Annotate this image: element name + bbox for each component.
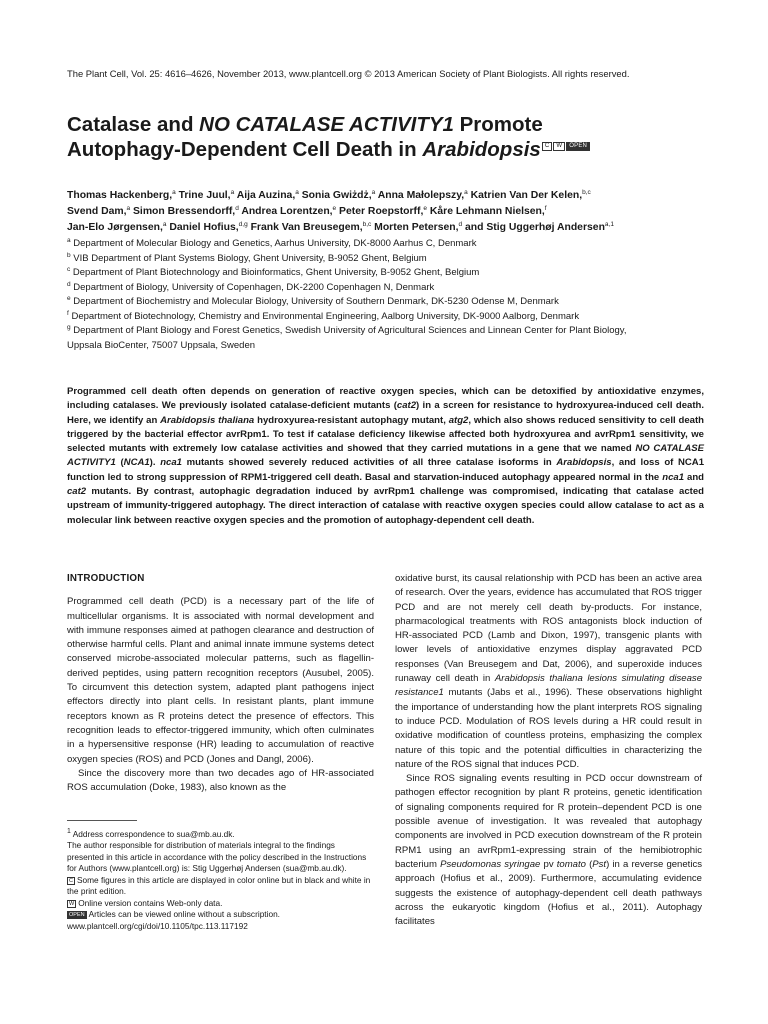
- footnote: [67, 875, 374, 898]
- footnote-divider: [67, 820, 137, 821]
- title-text: Catalase and: [67, 113, 200, 136]
- author-affil-marker: a: [371, 189, 376, 196]
- author-name: Morten Petersen,: [371, 222, 459, 233]
- affil-marker: b: [67, 251, 71, 259]
- affil-text: Department of Biochemistry and Molecular Biology, University of Southern Denmark, DK-5230 Odense M, Denmark: [70, 296, 559, 307]
- footnote-marker: 1: [67, 828, 71, 835]
- color-figures-icon: C: [69, 877, 73, 884]
- author-affil-marker: e: [332, 205, 337, 212]
- affil-text: Department of Molecular Biology and Genetics, Aarhus University, DK-8000 Aarhus C, Denmark: [70, 238, 477, 249]
- abstract-italic: nca1: [662, 471, 685, 483]
- affil-marker: g: [67, 324, 71, 331]
- body-italic: Pst: [592, 858, 607, 870]
- abstract-text: , which also shows reduced sensitivity to cell death triggered by the bacterial effector avrRpm1. To test if catalase deficiency likewise affected both hydroxyurea and avrRpm1 sensitivity, we selected mutants with extremely low catalase activities and showed that they carried mutations in a gene that we named: [67, 414, 704, 455]
- footnote-text: Articles can be viewed online without a subscription.: [88, 909, 280, 920]
- author-affil-marker: d: [458, 221, 463, 228]
- affiliation: [67, 281, 707, 296]
- affil-text: Department of Biotechnology, Chemistry and Environmental Engineering, Aalborg University, DK-9000 Aalborg, Denmark: [68, 310, 580, 322]
- author-name: Katrien Van Der Kelen,: [467, 190, 583, 201]
- affiliation: [67, 266, 707, 281]
- body-paragraph: Since the discovery more than two decades ago of HR-associated ROS accumulation (Doke, 1983), also known as the: [67, 767, 374, 794]
- author-name: Peter Roepstorff,: [336, 206, 424, 217]
- author-name: Andrea Lorentzen,: [238, 206, 333, 217]
- title-text: Promote: [453, 113, 543, 136]
- author-affil-marker: a: [230, 189, 235, 196]
- affiliation: [67, 310, 707, 325]
- author-name: Simon Bressendorff,: [130, 206, 236, 217]
- abstract-italic: cat2: [67, 486, 87, 498]
- footnote-text: Address correspondence to sua@mb.au.dk.: [70, 828, 235, 839]
- open-access-icon: OPEN: [566, 142, 590, 151]
- footnote: [67, 898, 374, 910]
- left-column: [67, 572, 374, 795]
- author-affil-marker: e: [423, 205, 427, 212]
- abstract-italic: nca1: [160, 457, 182, 469]
- body-text: mutants (Jabs et al., 1996). These observations highlight the importance of understanding how the plant interprets ROS signaling to induce PCD. Modulation of ROS levels during a HR could result in oxidative modification of countless proteins, emphasizing the complex nature of this topic and the potential difficulties in characterizing the nature of the ROS signal that induces PCD.: [395, 687, 702, 770]
- author-affil-marker: a: [172, 189, 176, 196]
- affil-marker: d: [67, 280, 71, 288]
- footnote: The author responsible for distribution of materials integral to the findings presented in this article in accordance with the policy described in the Instructions for Authors (www.plantcell.org) is: Stig Uggerhøj Andersen (sua@mb.au.dk).: [67, 840, 367, 874]
- abstract-text: , and loss of NCA1 function led to strong suppression of RPM1-triggered cell death. Basal and starvation-induced autophagy appeared normal in the: [67, 457, 705, 483]
- author-affil-marker: a: [295, 189, 299, 196]
- footnotes: [67, 826, 374, 932]
- section-heading: INTRODUCTION: [67, 573, 145, 584]
- web-data-icon: W: [553, 142, 565, 151]
- title-text: Autophagy-Dependent Cell Death in: [67, 138, 423, 161]
- author-name: Svend Dam,: [67, 206, 127, 217]
- body-text: pv: [540, 858, 557, 870]
- affiliation: [67, 295, 707, 310]
- affil-text: VIB Department of Plant Systems Biology, Ghent University, B-9052 Ghent, Belgium: [70, 252, 427, 264]
- title-gene-name: NO CATALASE ACTIVITY1: [199, 113, 454, 136]
- author-affil-marker: a: [126, 205, 131, 212]
- author-name: Anna Małolepszy,: [375, 190, 465, 201]
- right-column: [395, 572, 702, 929]
- affil-marker: c: [67, 266, 71, 273]
- affiliation: [67, 324, 707, 353]
- author-name: Aija Auzina,: [234, 190, 296, 201]
- body-paragraph: [395, 772, 702, 929]
- affil-text-continued: Uppsala BioCenter, 75007 Uppsala, Sweden: [67, 339, 256, 351]
- body-paragraph: [395, 572, 702, 772]
- abstract-text: ) in a screen for resistance to hydroxyurea-induced cell death. Here, we identify an: [67, 400, 704, 426]
- author-affil-marker: b,c: [582, 189, 591, 196]
- body-text: (: [585, 858, 593, 870]
- author-affil-marker: d,g: [238, 221, 248, 228]
- author-affil-marker: d: [235, 205, 239, 212]
- affil-marker: a: [67, 237, 71, 244]
- abstract-text: hydroxyurea-resistant autophagy mutant,: [254, 414, 449, 426]
- abstract-text: Programmed cell death often depends on generation of reactive oxygen species, which can be detoxified by antioxidative enzymes, including catalases. We previously isolated catalase-deficient mutants (: [67, 386, 704, 412]
- footnote-text: Some figures in this article are displayed in color online but in black and white in the print edition.: [67, 874, 371, 897]
- body-paragraph: Programmed cell death (PCD) is a necessary part of the life of multicellular organisms. It is associated with normal development and with immune responses aimed at pathogen clearance and destruction of otherwise harmful cells. Plant and animal innate immune systems detect conserved microbe-associated molecular patterns, such as flagellin-derived peptides, using pattern recognition receptors (Ausubel, 2005). To circumvent this detection system, adapted plant pathogens inject effectors directly into plant cells. In resistant plants, plant immune receptors known as R proteins detect the presence of effectors. This recognition leads to effector-triggered immunity, which often culminates in a hypersensitive response (HR) leading to accumulation of reactive oxygen species (ROS) and PCD (Jones and Dangl, 2006).: [67, 596, 374, 765]
- body-text: ) in a reverse genetics approach (Hofius et al., 2009). Furthermore, accumulating evidence suggests the existence of autophagy-dependent cell death pathways across the eukaryotic kingdom (Hofius et al., 2011). Autophagy facilitates: [395, 858, 702, 928]
- abstract-italic: NO CATALASE ACTIVITY1: [67, 443, 704, 469]
- color-figures-icon: C: [542, 142, 553, 151]
- journal-citation: The Plant Cell, Vol. 25: 4616–4626, November 2013, www.plantcell.org © 2013 American Society of Plant Biologists. All rights reserved.: [67, 68, 630, 79]
- body-italic: Arabidopsis thaliana lesions simulating disease resistance1: [395, 673, 702, 699]
- abstract: [67, 385, 704, 528]
- abstract-italic: NCA1: [123, 457, 150, 469]
- abstract-text: and: [684, 471, 704, 483]
- author-affil-marker: b,c: [362, 221, 372, 228]
- affil-marker: e: [67, 295, 71, 302]
- body-italic: tomato: [556, 858, 586, 870]
- author-affil-marker: a: [464, 189, 468, 196]
- affil-marker: f: [67, 309, 69, 317]
- abstract-italic: cat2: [396, 400, 417, 412]
- author-affil-marker: a: [162, 221, 167, 228]
- article-title: [67, 112, 707, 162]
- author-name: Thomas Hackenberg,: [67, 190, 173, 201]
- abstract-text: mutants. By contrast, autophagic degradation induced by avrRpm1 challenge was compromised, indicating that catalase acted upstream of immunity-triggered autophagy. The direct interaction of catalase with reactive oxygen species could allow catalase to act as a molecular link between reactive oxygen species and the promotion of autophagy-dependent cell death.: [67, 486, 704, 526]
- footnote: [67, 909, 374, 921]
- body-text: oxidative burst, its causal relationship with PCD has been an active area of research. Over the years, evidence has accumulated that ROS trigger PCD and are not merely cell death by-products. For instance, pharmacological treatments with ROS antagonists block induction of HR-associated PCD (Lamb and Dixon, 1997), transgenic plants with lower levels of antioxidative enzymes display aggravated PCD responses (Van Breusegem and Dat, 2006), and superoxide induces runaway cell death in: [395, 573, 702, 685]
- abstract-text: ).: [149, 457, 161, 469]
- footnote: [67, 826, 374, 840]
- author-name: Frank Van Breusegem,: [247, 222, 363, 233]
- doi-link[interactable]: www.plantcell.org/cgi/doi/10.1105/tpc.113.117192: [67, 920, 248, 931]
- abstract-text: mutants showed severely reduced activities of all three catalase isoforms in: [181, 457, 557, 469]
- author-line: [67, 220, 707, 236]
- author-name: Kåre Lehmann Nielsen,: [426, 206, 545, 217]
- author-name: Daniel Hofius,: [166, 222, 239, 233]
- abstract-text: (: [115, 457, 124, 469]
- author-name: and Stig Uggerhøj Andersen: [462, 222, 605, 233]
- web-data-icon: W: [69, 900, 75, 907]
- title-organism: Arabidopsis: [422, 138, 541, 161]
- author-name: Jan-Elo Jørgensen,: [67, 222, 163, 233]
- affil-text: Department of Biology, University of Copenhagen, DK-2200 Copenhagen N, Denmark: [70, 281, 435, 293]
- open-access-icon: OPEN: [69, 912, 85, 919]
- author-name: Trine Juul,: [175, 190, 231, 201]
- affil-text: Department of Plant Biotechnology and Bioinformatics, Ghent University, B-9052 Ghent, Belgium: [70, 267, 480, 278]
- author-affil-marker: f: [544, 205, 547, 212]
- author-line: [67, 188, 707, 204]
- affiliation-list: [67, 237, 707, 353]
- abstract-italic: atg2: [448, 414, 469, 426]
- author-line: [67, 204, 707, 220]
- body-text: Since ROS signaling events resulting in PCD occur downstream of pathogen effector recognition by plant R proteins, genetic identification of signaling components required for R protein–dependent PCD is one possible avenue of investigation. It was revealed that autophagy components are involved in PCD execution downstream of the R protein RPM1 using an avrRpm1-expressing strain of the hemibiotrophic bacterium: [395, 773, 702, 870]
- affiliation: [67, 237, 707, 252]
- author-list: [67, 188, 707, 236]
- body-italic: Pseudomonas syringae: [440, 858, 541, 870]
- footnote-text: Online version contains Web-only data.: [78, 897, 223, 908]
- affil-text: Department of Plant Biology and Forest Genetics, Swedish University of Agricultural Sciences and Linnean Center for Plant Biology,: [70, 325, 627, 336]
- abstract-italic: Arabidopsis thaliana: [160, 414, 255, 426]
- affiliation: [67, 252, 707, 267]
- author-affil-marker: a,1: [604, 221, 614, 228]
- author-name: Sonia Gwiżdż,: [298, 190, 372, 201]
- abstract-italic: Arabidopsis: [556, 457, 612, 469]
